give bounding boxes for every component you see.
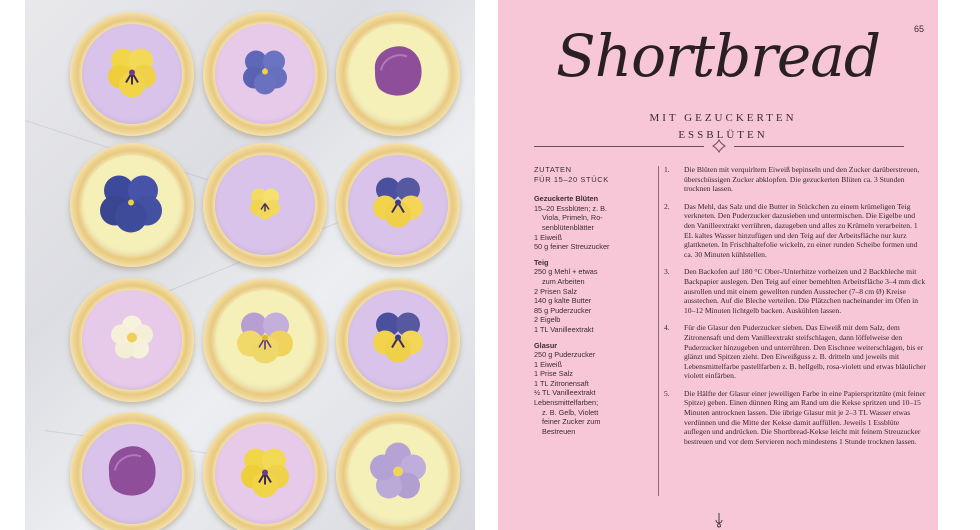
method-step — [664, 389, 926, 447]
page-number: 65 — [913, 24, 924, 34]
sugared-flower-icon — [239, 46, 291, 103]
cookie-icing — [348, 290, 448, 390]
ingredient-line: 85 g Puderzucker — [534, 305, 592, 315]
cookie-photo — [25, 0, 475, 530]
step-number: 2. — [664, 201, 670, 211]
step-text: Die Blüten mit verquirltem Eiweiß bepinseln und den Zucker darüberstreuen, überschüssigen Zucker abklopfen. Die gezuckerten Blüten ca. 3 Stunden trocknen lassen. — [684, 165, 920, 194]
cookie-icing — [348, 155, 448, 255]
shortbread-cookie — [70, 278, 194, 402]
ingredients-heading-line: FÜR 15–20 STÜCK — [534, 174, 609, 184]
step-text: Für die Glasur den Puderzucker sieben. Das Eiweiß mit dem Salz, dem Zitronensaft und dem Vanilleextrakt steifschlagen, dann löffelweise den Puderzucker hinzugeben und unterrühren. Den Eischnee weiterschlagen, bis er glänzt und Spitzen zieht. Den Eiweißguss z. B. dritteln und jeweils mit Lebensmittelfarbe pastellfarben z. B. hellgelb, rosa-violett und etwas bläulicher violett einfärben. — [684, 323, 926, 381]
step-number: 5. — [664, 388, 670, 398]
cookie-icing — [215, 24, 315, 124]
column-divider — [658, 166, 659, 496]
recipe-title: Shortbread — [556, 22, 880, 90]
sugared-flower-icon — [233, 308, 297, 373]
sugared-flower-icon — [97, 171, 167, 240]
ingredient-line: 1 TL Zitronensaft — [534, 378, 589, 388]
shortbread-cookie — [203, 412, 327, 530]
shortbread-cookie — [336, 143, 460, 267]
cookie-icing — [215, 290, 315, 390]
ingredient-line: 140 g kalte Butter — [534, 296, 592, 306]
ingredient-group-title: Teig — [534, 257, 549, 267]
title-rule-left — [534, 146, 704, 147]
ingredient-group-title: Gezuckerte Blüten — [534, 194, 599, 204]
ingredient-line: 1 TL Vanilleextrakt — [534, 324, 594, 334]
sugared-flower-icon — [367, 441, 429, 508]
cookie-icing — [82, 24, 182, 124]
step-number: 1. — [664, 165, 670, 174]
step-number: 4. — [664, 323, 670, 333]
recipe-subtitle: MIT GEZUCKERTEN ESSBLÜTEN — [649, 112, 797, 141]
cookie-icing — [82, 155, 182, 255]
sugared-flower-icon — [246, 184, 284, 227]
step-text: Das Mehl, das Salz und die Butter in Stückchen zu einem krümeligen Teig verkneten. Den Puderzucker dazusieben und untermischen. Die Eigelbe und den Vanilleextrakt verrühren, dazugeben und alles zu Krümeln verarbeiten. 1 EL kaltes Wasser hinzufügen und den Teig auf der Arbeitsfläche nur kurz glattkneten. In Frischhaltefolie wickeln, zu einer runden Scheibe formen und ca. 30 Minuten kühlstellen. — [684, 201, 918, 259]
shortbread-cookie — [203, 12, 327, 136]
step-number: 3. — [664, 267, 670, 277]
ingredients-heading-line: ZUTATEN — [534, 165, 572, 174]
ingredient-line: Bestreuen — [542, 426, 576, 436]
step-text: Den Backofen auf 180 °C Ober-/Unterhitze vorheizen und 2 Backbleche mit Backpapier auslegen. Den Teig auf einer bemehlten Arbeitsfläche 3–4 mm dick ausrollen und mit einem gewellten runden Ausstecher (7–8 cm Ø) Kreise ausstechen. Auf die Bleche verteilen. Die Plätzchen nacheinander im Ofen in 10–12 Minuten lichtgelb backen. Auskühlen lassen. — [684, 267, 926, 315]
ingredient-line: 15–20 Essblüten; z. B. — [534, 203, 608, 213]
sugared-flower-icon — [101, 441, 163, 508]
shortbread-cookie — [203, 143, 327, 267]
ingredient-line: z. B. Gelb, Violett — [542, 407, 599, 417]
ornament-icon — [712, 139, 726, 153]
method-step — [664, 323, 926, 381]
cookie-icing — [215, 155, 315, 255]
method-step — [664, 202, 926, 260]
sugared-flower-icon — [367, 41, 429, 108]
ingredient-line: ½ TL Vanilleextrakt — [534, 388, 596, 398]
shortbread-cookie — [336, 278, 460, 402]
sugared-flower-icon — [368, 308, 428, 373]
method-step — [664, 267, 926, 315]
ingredient-line: 2 Eigelb — [534, 315, 561, 325]
cookie-icing — [348, 424, 448, 524]
ingredient-line: 2 Prisen Salz — [534, 286, 577, 296]
flourish-icon — [713, 512, 725, 528]
ingredient-line: senblütenblätter — [542, 222, 594, 232]
ingredients-column — [534, 165, 654, 436]
sugared-flower-icon — [236, 443, 294, 506]
ingredient-line: Viola, Primeln, Ro- — [542, 213, 603, 223]
ingredient-group-title: Glasur — [534, 340, 558, 350]
shortbread-cookie — [70, 143, 194, 267]
cookie-icing — [215, 424, 315, 524]
shortbread-cookie — [336, 12, 460, 136]
ingredient-line: Lebensmittelfarben; — [534, 398, 599, 408]
ingredient-line: 1 Eiweiß — [534, 359, 562, 369]
cookie-icing — [348, 24, 448, 124]
ingredients-heading — [534, 165, 654, 184]
step-text: Die Hälfte der Glasur einer jeweiligen Farbe in eine Papierspritztüte (mit feiner Spitze) geben. Einen dünnen Ring am Rand um die Kekse spritzen und 10–15 Minuten antrocknen lassen. Die übrige Glasur mit je 2–3 TL Wasser etwas verdünnen und die Mitte der Kekse damit auffüllen. Jeweils 1 Essblüte auflegen und andrücken. Die Shortbread-Kekse leicht mit feinem Streuzucker bestreuen und vor dem Servieren noch mindestens 1 Stunde trocknen lassen. — [684, 388, 926, 446]
shortbread-cookie — [203, 278, 327, 402]
method-steps — [664, 165, 926, 454]
ingredient-line: 250 g Mehl + etwas — [534, 267, 598, 277]
ingredient-line: 50 g feiner Streuzucker — [534, 242, 610, 252]
ingredient-line: 250 g Puderzucker — [534, 350, 596, 360]
method-step — [664, 165, 926, 194]
cookie-icing — [82, 424, 182, 524]
shortbread-cookie — [336, 412, 460, 530]
shortbread-cookie — [70, 12, 194, 136]
ingredient-line: zum Arbeiten — [542, 276, 585, 286]
ingredient-line: 1 Prise Salz — [534, 369, 573, 379]
cookie-icing — [82, 290, 182, 390]
ingredient-line: 1 Eiweiß — [534, 232, 562, 242]
ingredient-line: feiner Zucker zum — [542, 417, 601, 427]
title-rule-right — [734, 146, 904, 147]
recipe-page — [498, 0, 938, 530]
sugared-flower-icon — [109, 315, 155, 366]
sugared-flower-icon — [368, 173, 428, 238]
shortbread-cookie — [70, 412, 194, 530]
sugared-flower-icon — [103, 43, 161, 106]
